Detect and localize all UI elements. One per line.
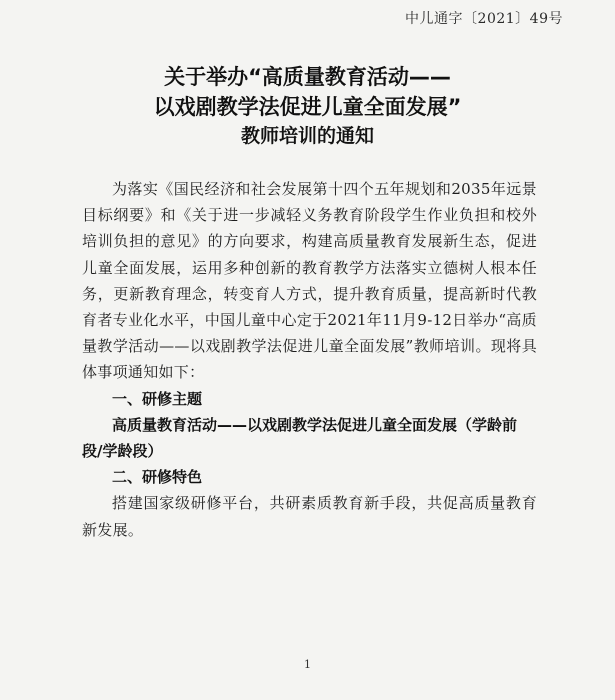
page-number: 1 — [304, 658, 311, 671]
intro-paragraph: 为落实《国民经济和社会发展第十四个五年规划和2035年远景目标纲要》和《关于进一步减轻义务教育阶段学生作业负担和校外培训负担的意见》的方向要求，构建高质量教育发展新生态，促进儿童全面发展，运用多种创新的教育教学方法落实立德树人根本任务，更新教育理念，转变育人方式，提升教育质量，提高新时代教育者专业化水平，中国儿童中心定于2021年11月9-12日举办“高质量教学活动——以戏剧教学法促进儿童全面发展”教师培训。现将具体事项通知如下： — [82, 180, 537, 382]
title-line-2: 以戏剧教学法促进儿童全面发展” — [153, 95, 462, 119]
section-heading-theme: 一、研修主题 — [112, 389, 203, 408]
document-title — [0, 62, 615, 150]
document-body — [82, 176, 537, 543]
title-line-3: 教师培训的通知 — [240, 125, 374, 147]
section-content-features: 搭建国家级研修平台，共研素质教育新手段，共促高质量教育新发展。 — [82, 494, 537, 539]
document-number: 中儿通字〔2021〕49号 — [405, 11, 563, 27]
section-heading-features: 二、研修特色 — [112, 468, 203, 487]
title-line-1: 关于举办“高质量教育活动—— — [164, 65, 451, 89]
section-content-theme: 高质量教育活动——以戏剧教学法促进儿童全面发展（学龄前段/学龄段） — [82, 415, 518, 461]
